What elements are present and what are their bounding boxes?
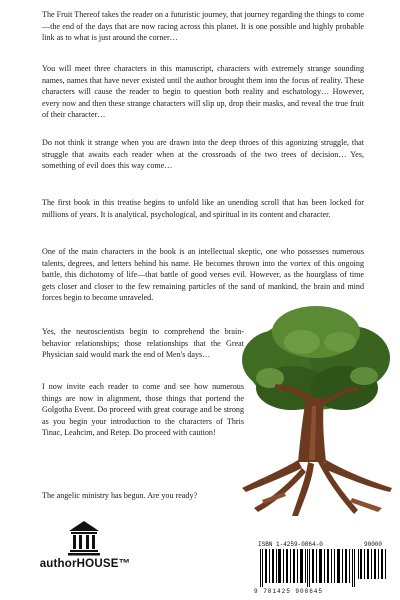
- isbn-label: ISBN 1-4259-0864-0: [258, 541, 323, 548]
- paragraph-struggle: Do not think it strange when you are drawn into the deep throes of this agonizing struggle, that struggle that awaits each reader when at the crossroads of the two trees of decision… Yes, something of evil does this way come…: [42, 138, 364, 171]
- barcode-bars: [258, 549, 390, 587]
- price-code: 90000: [364, 541, 383, 548]
- barcode: [254, 541, 394, 595]
- publisher-house-icon: [68, 520, 100, 556]
- ean-number: 9 781425 908645: [254, 588, 324, 595]
- paragraph-intro: The Fruit Thereof takes the reader on a futuristic journey, that journey regarding the things to come—the end of the days that are now racing across this planet. It is one possible and highly probable link as to what is just around the corner…: [42, 10, 364, 43]
- tree-trunk: [242, 384, 392, 516]
- tree-foliage: [242, 306, 390, 410]
- paragraph-characters: You will meet three characters in this manuscript, characters with extremely strange sounding names, names that have never existed until the author brought them into the focus of reality. These characters will cause the reader to begin to question both reality and eschatology… However, every now and then these strange characters will slip up, drop their masks, and reveal the true fruit of their character…: [42, 64, 364, 120]
- paragraph-skeptic: One of the main characters in the book is an intellectual skeptic, one who possesses numerous talents, degrees, and letters behind his name. He becomes thrown into the vortex of this ongoing battle, this dichotomy of life—that battle of good verses evil. However, as the hourglass of time gets closer and closer to the few remaining particles of the sand of mankind, the brain and mind forces begin to become unraveled.: [42, 247, 364, 303]
- paragraph-first-book: The first book in this treatise begins to unfold like an unending scroll that has been locked for millions of years. It is analytical, psychological, and spiritual in its content and character.: [42, 198, 364, 219]
- tree-illustration: [232, 302, 400, 530]
- publisher-logo: [30, 520, 140, 590]
- paragraph-closing: The angelic ministry has begun. Are you ready?: [42, 491, 198, 500]
- paragraph-invitation: I now invite each reader to come and see how numerous things are now in alignment, those things that portend the Golgotha Event. Do proceed with great courage and be strong as you begin your introduction to the characters of Thris Tinac, Leahcim, and Retep. Do proceed with caution!: [42, 382, 244, 438]
- publisher-name: authorHOUSE™: [39, 558, 131, 570]
- paragraph-neuroscientists: Yes, the neuroscientists begin to comprehend the brain-behavior relationships; those relationships that the Great Physician said would mark the end of Men's days…: [42, 327, 244, 360]
